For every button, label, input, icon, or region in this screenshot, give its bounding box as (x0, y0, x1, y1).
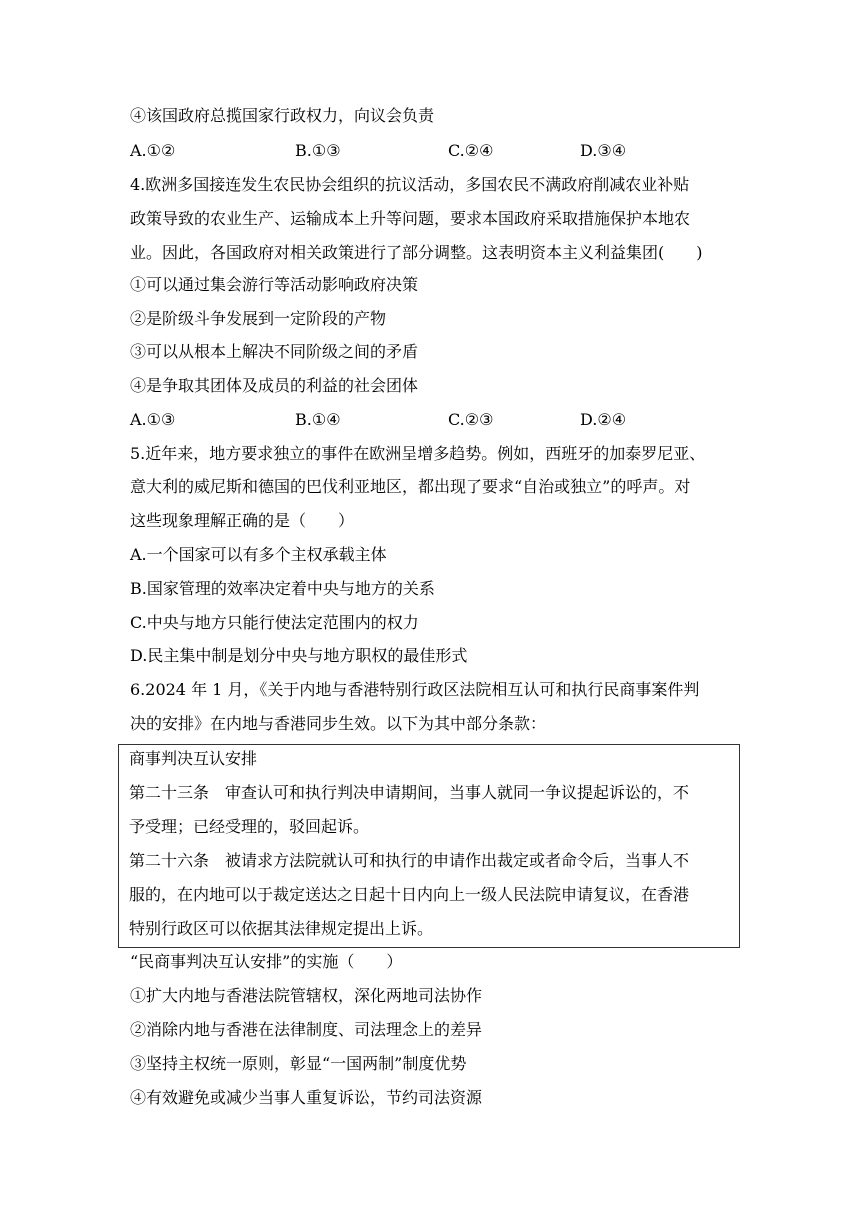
q6-item-2: ②消除内地与香港在法律制度、司法理念上的差异 (130, 1020, 483, 1039)
q4-item-2: ②是阶级斗争发展到一定阶段的产物 (130, 309, 387, 328)
q6-item-3: ③坚持主权统一原则，彰显“一国两制”制度优势 (130, 1054, 467, 1073)
q6-item-1: ①扩大内地与香港法院管辖权，深化两地司法协作 (130, 986, 483, 1005)
q5-stem-line-1: 5.近年来，地方要求独立的事件在欧洲呈增多趋势。例如，西班牙的加泰罗尼亚、 (130, 444, 706, 463)
q4-item-4: ④是争取其团体及成员的利益的社会团体 (130, 376, 419, 395)
q6-material-box (118, 744, 740, 948)
q6-question: “民商事判决互认安排”的实施（ ） (130, 952, 403, 971)
q4-options (130, 410, 742, 430)
q4-option-b: B.①④ (295, 410, 341, 429)
q4-item-1: ①可以通过集会游行等活动影响政府决策 (130, 275, 419, 294)
q5-option-a: A.一个国家可以有多个主权承载主体 (130, 545, 387, 564)
q6-box-line-5: 服的，在内地可以于裁定送达之日起十日内向上一级人民法院申请复议，在香港 (129, 885, 690, 904)
q3-item-4: ④该国政府总揽国家行政权力，向议会负责 (130, 106, 435, 125)
q5-option-b: B.国家管理的效率决定着中央与地方的关系 (130, 579, 435, 598)
q6-box-line-6: 特别行政区可以依据其法律规定提出上诉。 (129, 919, 434, 938)
q4-item-3: ③可以从根本上解决不同阶级之间的矛盾 (130, 342, 419, 361)
q6-box-line-3: 予受理；已经受理的，驳回起诉。 (129, 817, 370, 836)
q6-box-title: 商事判决互认安排 (129, 749, 258, 768)
q3-option-c: C.②④ (448, 141, 494, 160)
q4-stem-line-3: 业。因此，各国政府对相关政策进行了部分调整。这表明资本主义利益集团( ) (130, 243, 703, 262)
q3-options (130, 141, 742, 161)
q5-stem-line-2: 意大利的威尼斯和德国的巴伐利亚地区，都出现了要求“自治或独立”的呼声。对 (130, 477, 691, 496)
q3-option-a: A.①② (130, 141, 176, 160)
q3-option-b: B.①③ (295, 141, 341, 160)
q5-option-d: D.民主集中制是划分中央与地方职权的最佳形式 (130, 646, 468, 665)
q5-option-c: C.中央与地方只能行使法定范围内的权力 (130, 613, 419, 632)
q4-stem-line-2: 政策导致的农业生产、运输成本上升等问题，要求本国政府采取措施保护本地农 (130, 209, 691, 228)
q6-box-line-2: 第二十三条 审查认可和执行判决申请期间，当事人就同一争议提起诉讼的，不 (129, 783, 690, 802)
q5-stem-line-3: 这些现象理解正确的是（ ） (130, 511, 355, 530)
q6-stem-line-2: 决的安排》在内地与香港同步生效。以下为其中部分条款： (130, 714, 547, 733)
q4-option-d: D.②④ (580, 410, 627, 429)
q6-item-4: ④有效避免或减少当事人重复诉讼，节约司法资源 (130, 1088, 483, 1107)
q4-stem-line-1: 4.欧洲多国接连发生农民协会组织的抗议活动，多国农民不满政府削减农业补贴 (130, 175, 690, 194)
q6-stem-line-1: 6.2024 年 1 月，《关于内地与香港特别行政区法院相互认可和执行民商事案件判 (130, 680, 700, 699)
q3-option-d: D.③④ (580, 141, 627, 160)
q4-option-a: A.①③ (130, 410, 176, 429)
q6-box-line-4: 第二十六条 被请求方法院就认可和执行的申请作出裁定或者命令后，当事人不 (129, 851, 690, 870)
q4-option-c: C.②③ (448, 410, 494, 429)
